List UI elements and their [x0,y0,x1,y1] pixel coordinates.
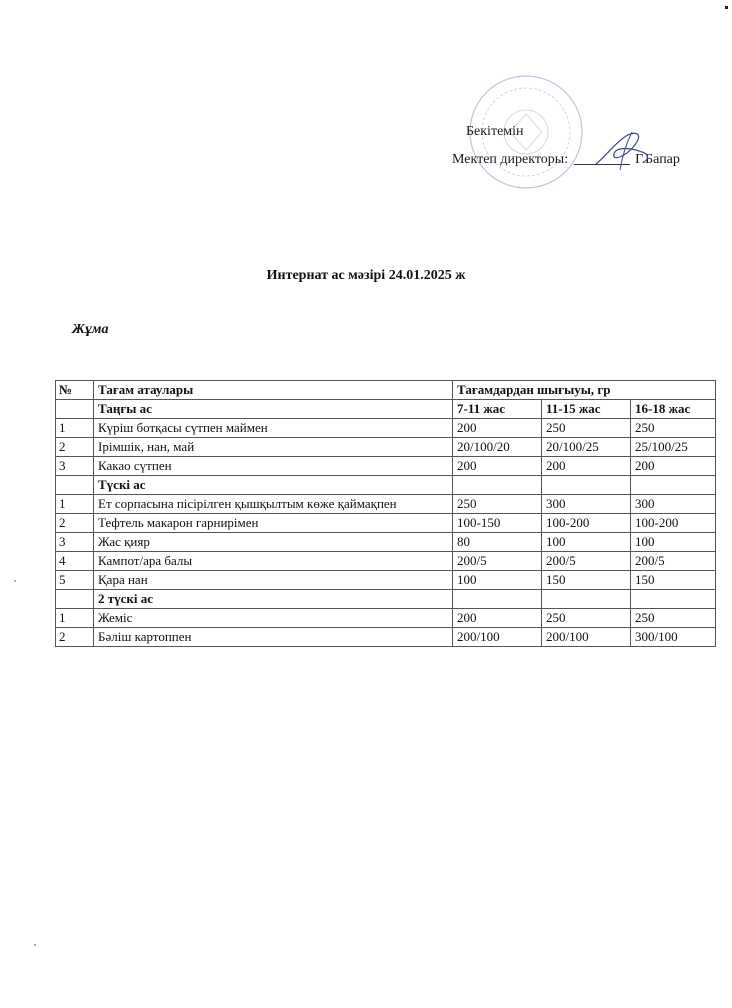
empty-cell [453,476,542,495]
row-number: 2 [56,514,94,533]
portion-16-18: 100 [631,533,716,552]
table-row [56,533,716,552]
scan-mark [725,6,728,9]
approve-label: Бекітемін [466,124,524,139]
portion-11-15: 150 [542,571,631,590]
age-group-header: 16-18 жас [631,400,716,419]
table-row [56,514,716,533]
table-row [56,609,716,628]
dish-name: Бәліш картоппен [94,628,453,647]
section-row [56,476,716,495]
age-group-header: 11-15 жас [542,400,631,419]
section-name: Түскі ас [94,476,453,495]
row-number: 2 [56,438,94,457]
dish-name: Ірімшік, нан, май [94,438,453,457]
portion-7-11: 20/100/20 [453,438,542,457]
portion-11-15: 250 [542,609,631,628]
section-row [56,590,716,609]
portion-7-11: 100 [453,571,542,590]
portion-16-18: 100-200 [631,514,716,533]
portion-7-11: 200 [453,609,542,628]
portion-16-18: 250 [631,609,716,628]
portion-16-18: 300/100 [631,628,716,647]
portion-11-15: 200 [542,457,631,476]
row-number: 3 [56,457,94,476]
scan-speck [34,944,36,946]
portion-7-11: 200/5 [453,552,542,571]
row-number: 3 [56,533,94,552]
dish-name: Күріш ботқасы сүтпен маймен [94,419,453,438]
section-row [56,400,716,419]
row-number: 1 [56,419,94,438]
header-name: Тағам атаулары [94,381,453,400]
portion-7-11: 200 [453,457,542,476]
portion-11-15: 200/5 [542,552,631,571]
portion-11-15: 100 [542,533,631,552]
row-number: 1 [56,609,94,628]
section-name: 2 түскі ас [94,590,453,609]
portion-11-15: 100-200 [542,514,631,533]
portion-16-18: 25/100/25 [631,438,716,457]
portion-7-11: 200/100 [453,628,542,647]
scan-speck [14,580,16,582]
dish-name: Тефтель макарон гарнирімен [94,514,453,533]
dish-name: Ет сорпасына пісірілген қышқылтым көже қаймақпен [94,495,453,514]
dish-name: Жас қияр [94,533,453,552]
portion-16-18: 250 [631,419,716,438]
dish-name: Жеміс [94,609,453,628]
portion-7-11: 100-150 [453,514,542,533]
signature-icon [592,126,654,174]
empty-cell [631,590,716,609]
table-row [56,495,716,514]
portion-11-15: 300 [542,495,631,514]
empty-cell [453,590,542,609]
row-number: 1 [56,495,94,514]
table-row [56,457,716,476]
portion-16-18: 150 [631,571,716,590]
section-name: Таңғы ас [94,400,453,419]
section-num-cell [56,400,94,419]
portion-16-18: 300 [631,495,716,514]
day-label: Жұма [72,322,109,337]
menu-table [55,380,716,647]
table-header-row [56,381,716,400]
header-num: № [56,381,94,400]
dish-name: Какао сүтпен [94,457,453,476]
dish-name: Қара нан [94,571,453,590]
portion-11-15: 20/100/25 [542,438,631,457]
section-num-cell [56,590,94,609]
section-num-cell [56,476,94,495]
table-row [56,628,716,647]
row-number: 4 [56,552,94,571]
age-group-header: 7-11 жас [453,400,542,419]
director-label: Мектеп директоры: [452,152,569,167]
dish-name: Кампот/ара балы [94,552,453,571]
table-row [56,571,716,590]
empty-cell [542,476,631,495]
portion-16-18: 200 [631,457,716,476]
table-row [56,419,716,438]
portion-16-18: 200/5 [631,552,716,571]
row-number: 5 [56,571,94,590]
portion-7-11: 250 [453,495,542,514]
portion-7-11: 80 [453,533,542,552]
portion-11-15: 250 [542,419,631,438]
portion-7-11: 200 [453,419,542,438]
empty-cell [631,476,716,495]
portion-11-15: 200/100 [542,628,631,647]
row-number: 2 [56,628,94,647]
table-row [56,438,716,457]
header-output: Тағамдардан шығыуы, гр [453,381,716,400]
empty-cell [542,590,631,609]
page-title: Интернат ас мәзірі 24.01.2025 ж [266,268,466,283]
table-row [56,552,716,571]
director-name: Г.Бапар [635,152,680,167]
